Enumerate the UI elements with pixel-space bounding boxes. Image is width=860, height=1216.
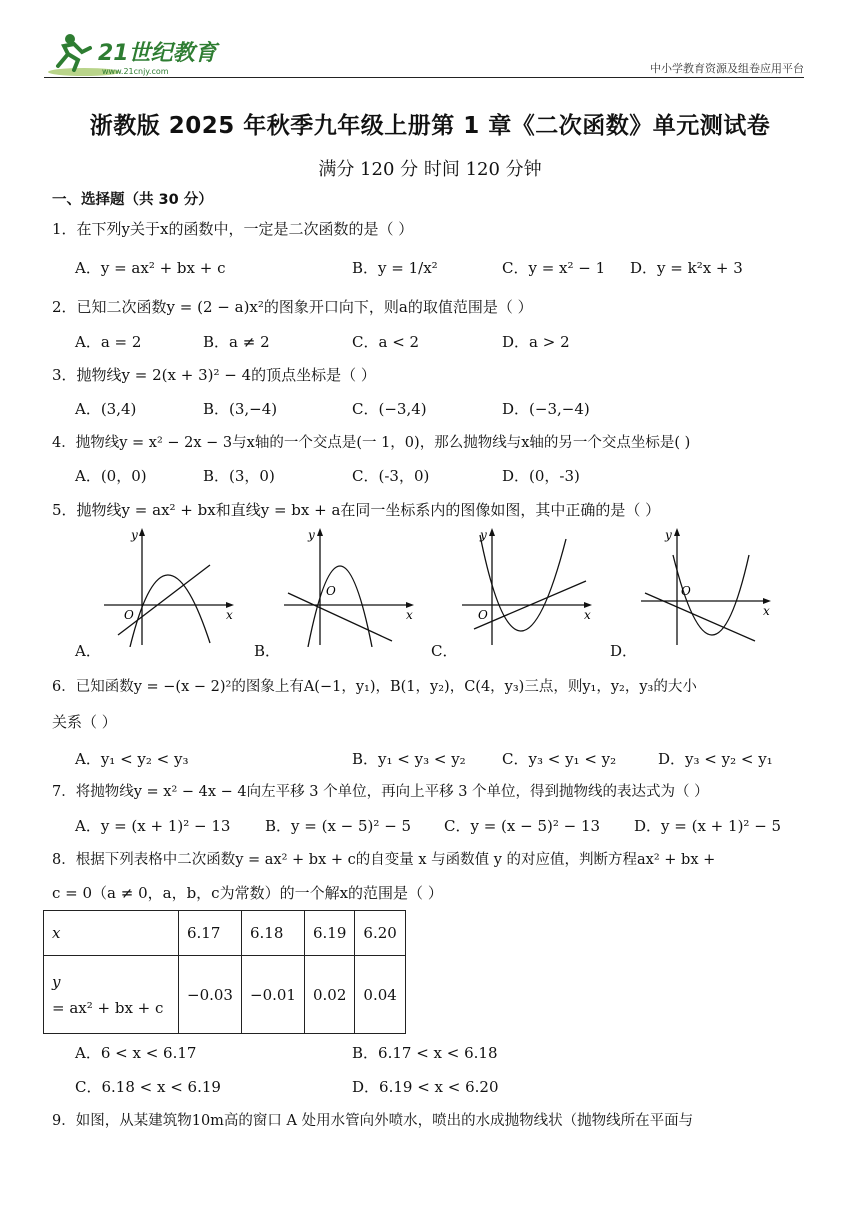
q7-option-d: D．y = (x + 1)² − 5: [634, 817, 782, 835]
site-text: 中小学教育资源及组卷应用平台: [650, 62, 804, 75]
value-table: [43, 910, 406, 1034]
q3-option-c: C．(−3,4): [352, 400, 427, 418]
table-row: [44, 956, 406, 1034]
table-cell: −0.01: [242, 956, 305, 1034]
q6-option-a: A．y₁ < y₂ < y₃: [75, 750, 189, 768]
logo: [44, 30, 244, 78]
page-subtitle: 满分 120 分 时间 120 分钟: [318, 159, 542, 180]
logo-url: www.21cnjy.com: [102, 67, 169, 76]
q7-option-b: B．y = (x − 5)² − 5: [265, 817, 412, 835]
q4-stem: 4．抛物线y = x² − 2x − 3与x轴的一个交点是(一 1，0)，那么抛物线与x轴的另一个交点坐标是( ): [52, 435, 691, 451]
origin-label: O: [681, 584, 691, 598]
q1-option-b: B．y = 1/x²: [352, 259, 438, 277]
axis-y-label: y: [308, 528, 315, 542]
page-title: 浙教版 2025 年秋季九年级上册第 1 章《二次函数》单元测试卷: [89, 113, 771, 139]
table-head-x: x: [52, 924, 61, 942]
q7-option-c: C．y = (x − 5)² − 13: [444, 817, 601, 835]
table-row: [44, 911, 406, 956]
q2-option-c: C．a < 2: [352, 333, 420, 351]
q2-stem: 2．已知二次函数y = (2 − a)x²的图象开口向下，则a的取值范围是（ ）: [52, 298, 533, 316]
table-cell: 0.02: [305, 956, 355, 1034]
table-cell: 6.18: [242, 911, 305, 956]
table-head-y: y: [52, 972, 61, 991]
q2-option-d: D．a > 2: [502, 333, 570, 351]
q5-graph-c: [458, 525, 598, 647]
logo-text: 21世纪教育: [98, 41, 217, 66]
q7-option-a: A．y = (x + 1)² − 13: [75, 817, 231, 835]
q8-stem-line2: c = 0（a ≠ 0，a，b，c为常数）的一个解x的范围是（ ）: [52, 884, 443, 902]
q4-option-a: A．(0，0): [75, 467, 147, 485]
q1-option-d: D．y = k²x + 3: [630, 259, 743, 277]
origin-label: O: [326, 584, 336, 598]
q6-option-c: C．y₃ < y₁ < y₂: [502, 750, 617, 768]
table-cell: 0.04: [355, 956, 405, 1034]
q9-stem: 9．如图，从某建筑物10m高的窗口 A 处用水管向外喷水，喷出的水成抛物线状（抛物线所在平面与: [52, 1113, 694, 1129]
page-header: [44, 30, 804, 80]
origin-label: O: [124, 608, 134, 622]
q8-stem-line1: 8．根据下列表格中二次函数y = ax² + bx + c的自变量 x 与函数值 y 的对应值，判断方程ax² + bx +: [52, 852, 716, 868]
q5-graph-a: [100, 525, 240, 647]
q8-option-b: B．6.17 < x < 6.18: [352, 1044, 498, 1062]
q6-stem-line2: 关系（ ）: [52, 713, 117, 731]
q5-graph-d: [637, 525, 777, 647]
q2-option-a: A．a = 2: [75, 333, 142, 351]
q5-option-b: B．: [254, 642, 281, 660]
q1-stem: 1．在下列y关于x的函数中，一定是二次函数的是（ ）: [52, 220, 414, 238]
q8-option-a: A．6 < x < 6.17: [75, 1044, 197, 1062]
axis-y-label: y: [665, 528, 672, 542]
axis-x-label: x: [226, 608, 233, 622]
axis-x-label: x: [763, 604, 770, 618]
q5-option-a: A．: [75, 642, 101, 660]
q3-option-a: A．(3,4): [75, 400, 137, 418]
q4-option-d: D．(0，-3): [502, 467, 580, 485]
axis-y-label: y: [480, 528, 487, 542]
axis-y-label: y: [131, 528, 138, 542]
table-cell: 6.19: [305, 911, 355, 956]
table-cell: −0.03: [179, 956, 242, 1034]
q3-option-d: D．(−3,−4): [502, 400, 590, 418]
q5-option-d: D．: [610, 642, 638, 660]
section-heading: 一、选择题（共 30 分）: [52, 192, 213, 208]
q5-option-c: C．: [431, 642, 458, 660]
q5-graph-b: [280, 525, 420, 647]
q1-option-c: C．y = x² − 1: [502, 259, 606, 277]
q8-option-d: D．6.19 < x < 6.20: [352, 1078, 499, 1096]
q6-option-d: D．y₃ < y₂ < y₁: [658, 750, 773, 768]
axis-x-label: x: [406, 608, 413, 622]
q8-option-c: C．6.18 < x < 6.19: [75, 1078, 221, 1096]
axis-x-label: x: [584, 608, 591, 622]
q3-option-b: B．(3,−4): [203, 400, 278, 418]
q1-option-a: A．y = ax² + bx + c: [75, 259, 226, 277]
q4-option-b: B．(3，0): [203, 467, 275, 485]
origin-label: O: [478, 608, 488, 622]
q6-stem-line1: 6．已知函数y = −(x − 2)²的图象上有A(−1，y₁)，B(1，y₂)，C(4，y₃)三点，则y₁，y₂，y₃的大小: [52, 679, 697, 695]
q6-option-b: B．y₁ < y₃ < y₂: [352, 750, 466, 768]
q3-stem: 3．抛物线y = 2(x + 3)² − 4的顶点坐标是（ ）: [52, 366, 376, 384]
q5-stem: 5．抛物线y = ax² + bx和直线y = bx + a在同一坐标系内的图像如图，其中正确的是（ ）: [52, 501, 661, 519]
table-cell: 6.20: [355, 911, 405, 956]
q4-option-c: C．(-3，0): [352, 467, 430, 485]
header-rule: [44, 77, 804, 78]
q7-stem: 7．将抛物线y = x² − 4x − 4向左平移 3 个单位，再向上平移 3 个单位，得到抛物线的表达式为（ ）: [52, 784, 709, 800]
table-cell: 6.17: [179, 911, 242, 956]
table-head-y-expr: = ax² + bx + c: [52, 998, 164, 1017]
q2-option-b: B．a ≠ 2: [203, 333, 270, 351]
